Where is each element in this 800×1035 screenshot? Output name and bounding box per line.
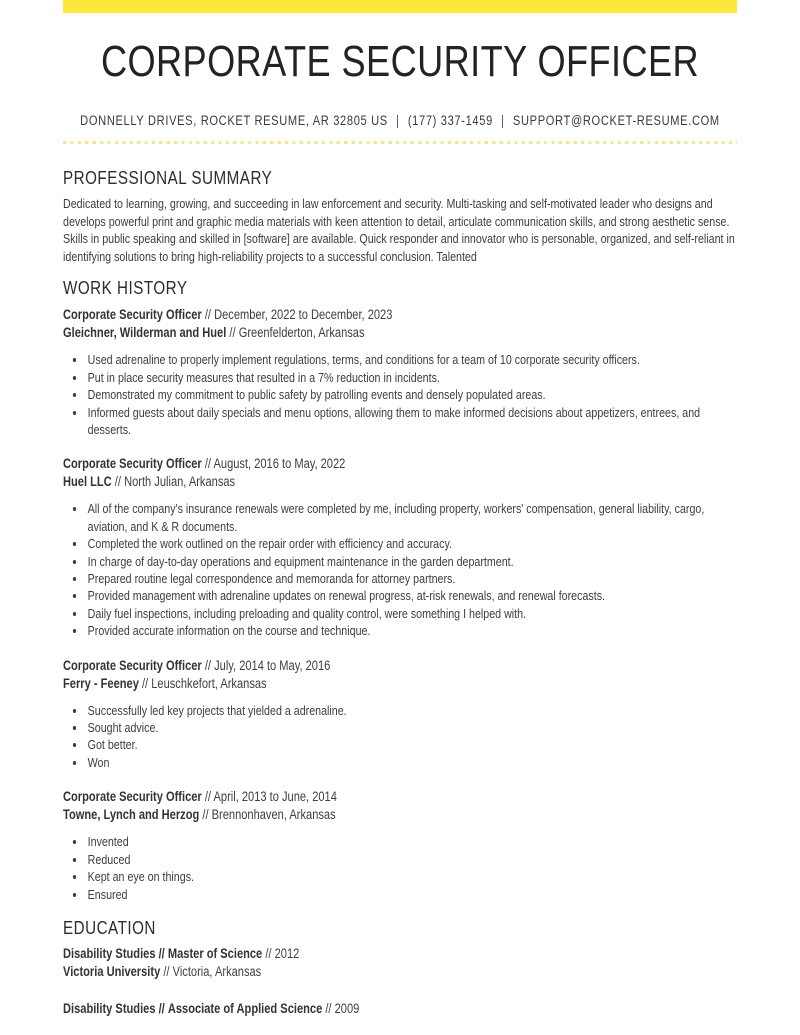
job-company: Ferry - Feeney (63, 675, 139, 691)
slash-separator: // (202, 807, 209, 823)
slash-separator: // (229, 325, 236, 341)
education-heading: EDUCATION (63, 916, 156, 938)
contact-line (63, 113, 737, 128)
bullet-item: • Ensured (85, 886, 737, 903)
contact-phone: (177) 337-1459 (407, 113, 493, 128)
education-entry (63, 1000, 737, 1019)
bullet-item: • Successfully led key projects that yielded a adrenaline. (85, 702, 737, 719)
slash-separator: // (158, 1000, 165, 1016)
job-title-line (63, 455, 737, 473)
job-dates: August, 2016 to May, 2022 (213, 456, 346, 472)
bullet-item: • Reduced (85, 851, 737, 868)
section-professional-summary (63, 168, 737, 265)
job-location: Leuschkefort, Arkansas (151, 675, 267, 691)
job-dates: July, 2014 to May, 2016 (214, 657, 331, 673)
slash-separator: // (325, 1000, 332, 1016)
job-title: Corporate Security Officer (63, 456, 202, 472)
job-company: Huel LLC (63, 474, 112, 490)
job-location: Greenfelderton, Arkansas (238, 325, 365, 341)
slash-separator: // (204, 789, 212, 805)
summary-text: Dedicated to learning, growing, and succeeding in law enforcement and security. Multi-tasking and self-motivated leader who designs and develops powerful print and graphic media materials with keen attention to detail, articulate communication skills, and strong aesthetic sense. Skills in public speaking and skilled in [software] are available. Quick responder and innovator who is personable, organized, and self-reliant in identifying solutions to bring high-reliability projects to a successful conclusion. Talented (63, 196, 735, 264)
bullet-item: • In charge of day-to-day operations and equipment maintenance in the garden department. (85, 553, 737, 570)
bullet-item: • Provided management with adrenaline updates on renewal progress, at-risk renewals, and renewal forecasts. (85, 587, 737, 604)
education-degree-line (63, 1000, 737, 1019)
job-title: Corporate Security Officer (63, 307, 202, 323)
education-year: 2009 (334, 1000, 360, 1016)
job-company: Towne, Lynch and Herzog (63, 807, 200, 823)
education-program: Disability Studies (63, 1000, 156, 1016)
job-company-line (63, 324, 737, 342)
job-title-line (63, 306, 737, 324)
education-entry (63, 945, 737, 982)
job-bullet-list (63, 351, 737, 438)
bullet-item: • Provided accurate information on the course and technique. (85, 622, 737, 639)
job-entry (63, 306, 737, 438)
slash-separator: // (204, 456, 212, 472)
bullet-item: • Won (85, 754, 737, 771)
education-degree: Associate of Applied Science (167, 1000, 323, 1016)
bullet-item: • Invented (85, 833, 737, 850)
contact-address: DONNELLY DRIVES, ROCKET RESUME, AR 32805 US (80, 113, 388, 128)
bullet-item: • Sought advice. (85, 719, 737, 736)
content-column (63, 39, 737, 1018)
bullet-item: • Informed guests about daily specials and menu options, allowing them to make informed decisions about appetizers, entrees, and desserts. (85, 404, 737, 439)
slash-separator: // (163, 964, 170, 980)
contact-separator: | (396, 113, 400, 128)
job-dates: December, 2022 to December, 2023 (214, 307, 393, 323)
job-title-line (63, 788, 737, 806)
education-school-line (63, 963, 737, 982)
job-dates: April, 2013 to June, 2014 (213, 789, 337, 805)
education-school: Victoria University (63, 964, 161, 980)
bullet-item: • Used adrenaline to properly implement regulations, terms, and conditions for a team of 10 corporate security officers. (85, 351, 737, 368)
section-work-history (63, 278, 737, 903)
bullet-item: • Completed the work outlined on the repair order with efficiency and accuracy. (85, 535, 737, 552)
bullet-item: • Got better. (85, 736, 737, 753)
slash-separator: // (158, 945, 165, 961)
job-entry (63, 657, 737, 772)
slash-separator: // (114, 474, 121, 490)
bullet-item: • Demonstrated my commitment to public safety by patrolling events and densely populated areas. (85, 386, 737, 403)
bullet-item: • Put in place security measures that resulted in a 7% reduction in incidents. (85, 369, 737, 386)
job-bullet-list (63, 833, 737, 903)
job-company: Gleichner, Wilderman and Huel (63, 325, 227, 341)
summary-heading: PROFESSIONAL SUMMARY (63, 167, 273, 188)
education-year: 2012 (274, 945, 300, 961)
education-degree: Master of Science (167, 945, 263, 961)
bullet-item: • Prepared routine legal correspondence and memoranda for attorney partners. (85, 570, 737, 587)
job-location: North Julian, Arkansas (124, 474, 236, 490)
dotted-divider (63, 141, 737, 144)
slash-separator: // (265, 945, 272, 961)
job-company-line (63, 473, 737, 491)
job-bullet-list (63, 500, 737, 639)
bullet-item: • Kept an eye on things. (85, 868, 737, 885)
job-title-line (63, 657, 737, 675)
accent-top-bar (63, 0, 737, 13)
job-entry (63, 788, 737, 903)
slash-separator: // (204, 657, 212, 673)
education-program: Disability Studies (63, 945, 156, 961)
job-title: Corporate Security Officer (63, 657, 202, 673)
bullet-item: • All of the company's insurance renewals were completed by me, including property, workers' compensation, general liability, cargo, aviation, and K & R documents. (85, 500, 737, 535)
section-education (63, 918, 737, 1019)
bullet-item: • Daily fuel inspections, including preloading and quality control, were something I helped with. (85, 605, 737, 622)
resume-header (63, 39, 737, 144)
education-degree-line (63, 945, 737, 964)
contact-separator: | (501, 113, 505, 128)
slash-separator: // (141, 675, 149, 691)
job-title: Corporate Security Officer (63, 789, 202, 805)
slash-separator: // (204, 307, 212, 323)
job-company-line (63, 806, 737, 824)
resume-title: CORPORATE SECURITY OFFICER (100, 37, 700, 86)
job-company-line (63, 675, 737, 693)
job-entry (63, 455, 737, 639)
work-history-heading: WORK HISTORY (63, 277, 188, 299)
job-bullet-list (63, 702, 737, 772)
contact-email: SUPPORT@ROCKET-RESUME.COM (512, 113, 720, 128)
job-location: Brennonhaven, Arkansas (211, 807, 336, 823)
education-location: Victoria, Arkansas (172, 964, 262, 980)
